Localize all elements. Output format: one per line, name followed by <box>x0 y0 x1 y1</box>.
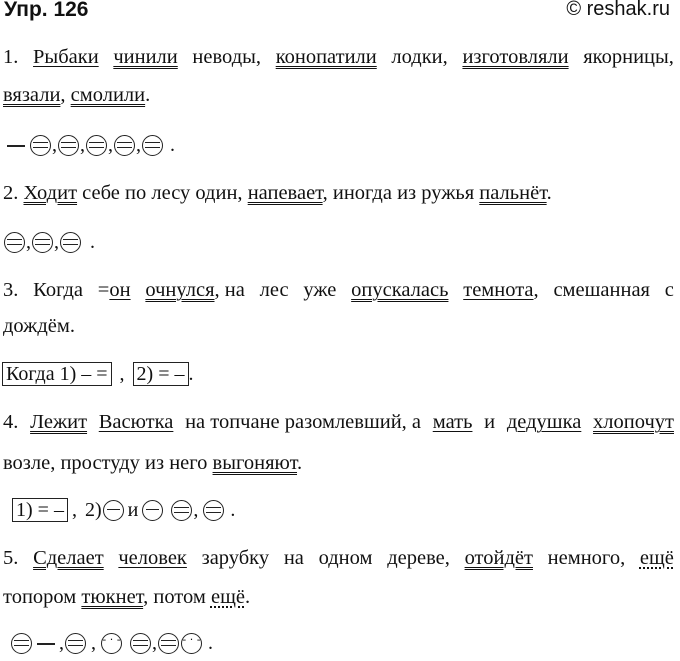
clause-box-1: 1) = – <box>12 498 68 522</box>
s3-number: 3. <box>3 279 19 301</box>
s3-text: , на <box>214 279 245 301</box>
s5-word: зарубку <box>201 547 270 569</box>
s5-adverbial: ещё <box>639 547 674 569</box>
period: . <box>90 231 95 253</box>
s3-word: Когда <box>33 279 83 301</box>
s5-predicate-2: отойдёт <box>464 547 533 569</box>
s1-predicate-5: смолили <box>70 84 146 106</box>
s3-word: с <box>664 279 674 301</box>
double-underline-circle-icon <box>58 135 79 156</box>
comma: , <box>119 362 125 385</box>
s5-predicate-3: тюкнет <box>81 586 144 608</box>
s3-subject-2: темнота <box>463 279 534 301</box>
s4-subject-2: мать <box>432 411 473 433</box>
clause-number: 2) <box>84 498 102 521</box>
double-underline-circle-icon <box>171 500 192 521</box>
exercise-title: Упр. 126 <box>4 0 89 21</box>
site-credit: © reshak.ru <box>566 0 670 20</box>
double-underline-circle-icon <box>30 135 51 156</box>
s1-word: неводы, <box>192 46 262 68</box>
s1-predicate-1: чинили <box>113 46 178 68</box>
schema-4: 1) = – , 2) и , . <box>12 498 235 522</box>
double-underline-circle-icon <box>60 232 81 253</box>
comma: , <box>60 84 66 106</box>
double-underline-circle-icon <box>65 633 86 654</box>
s1-word: лодки, <box>391 46 448 68</box>
s4-text: на топчане разомлевший, а <box>185 411 422 433</box>
period: . <box>546 182 552 204</box>
period: . <box>244 586 251 608</box>
clause-box-1: Когда 1) – = <box>2 362 112 386</box>
sentence-1-line-2 <box>3 84 674 107</box>
s1-predicate-3: изготовляли <box>462 46 569 68</box>
s1-word: якорницы, <box>583 46 674 68</box>
s4-subject-1: Васютка <box>98 411 174 433</box>
sentence-1-line-1 <box>3 46 674 69</box>
s3-word: лес <box>259 279 289 301</box>
s3-subject-group-2 <box>463 279 538 302</box>
schema-1: , , , , . <box>3 134 175 157</box>
double-underline-circle-icon <box>114 135 135 156</box>
double-underline-circle-icon <box>4 232 25 253</box>
s5-word: на <box>283 547 304 569</box>
s5-predicate-1: Сделает <box>33 547 104 569</box>
sentence-4-line-2 <box>3 452 674 475</box>
equals-sign: = <box>97 279 110 301</box>
s1-predicate-4: вязали <box>3 84 61 106</box>
s2-predicate-1: Ходит <box>23 182 78 204</box>
s5-text: топором <box>3 586 77 608</box>
double-underline-circle-icon <box>203 500 224 521</box>
single-underline-circle-icon <box>103 500 124 521</box>
s5-subject: человек <box>118 547 187 569</box>
clause-box-2: 2) = – <box>133 362 189 386</box>
long-dash-icon <box>37 643 55 645</box>
s1-predicate-2: конопатили <box>275 46 377 68</box>
period: . <box>297 452 303 474</box>
period: . <box>230 498 236 521</box>
s3-predicate-2: опускалась <box>351 279 449 301</box>
schema-2: , , . <box>3 231 95 254</box>
double-underline-circle-icon <box>130 633 151 654</box>
s1-number: 1. <box>3 46 19 68</box>
double-underline-circle-icon <box>142 135 163 156</box>
s5-word: дереве, <box>387 547 450 569</box>
sentence-4-line-1 <box>3 411 674 434</box>
schema-3 <box>2 362 194 386</box>
s3-word: смешанная <box>553 279 650 301</box>
conjunction: и <box>127 498 139 521</box>
double-underline-circle-icon <box>11 633 32 654</box>
period: . <box>208 632 213 654</box>
dash-dot-underline-circle-icon <box>101 633 122 654</box>
long-dash-icon <box>7 145 25 147</box>
single-underline-circle-icon <box>142 500 163 521</box>
s4-predicate-1: Лежит <box>30 411 88 433</box>
period: . <box>170 134 175 156</box>
s4-subject-3: дедушка <box>506 411 582 433</box>
s2-predicate-3: пальнёт <box>479 182 547 204</box>
s3-predicate-1: очнулся <box>145 279 215 301</box>
s5-text: , потом <box>143 586 206 608</box>
dash-dot-underline-circle-icon <box>181 633 202 654</box>
s3-subject: он <box>109 279 131 301</box>
s4-predicate-3: выгоняют <box>212 452 298 474</box>
s5-word: одном <box>318 547 373 569</box>
s5-adverbial: ещё <box>210 586 245 608</box>
s5-word: немного, <box>547 547 626 569</box>
s3-predicate-group <box>145 279 244 302</box>
s5-number: 5. <box>3 547 19 569</box>
sentence-3-line-1 <box>3 279 674 302</box>
s1-subject: Рыбаки <box>33 46 99 68</box>
comma: , <box>533 279 539 301</box>
sentence-5-line-2 <box>3 586 674 609</box>
s2-text: , иногда из ружья <box>322 182 475 204</box>
sentence-5-line-1 <box>3 547 674 570</box>
s4-predicate-2: хлопочут <box>593 411 674 433</box>
schema-5: , , - · - , - · - . <box>10 632 213 655</box>
sentence-2 <box>3 182 674 205</box>
s2-text: себе по лесу один, <box>82 182 243 204</box>
s4-text: возле, простуду из него <box>3 452 208 474</box>
s2-predicate-2: напевает <box>247 182 323 204</box>
double-underline-circle-icon <box>86 135 107 156</box>
s4-text: и <box>484 411 496 433</box>
s4-number: 4. <box>3 411 19 433</box>
s3-word: уже <box>303 279 337 301</box>
period: . <box>188 362 194 385</box>
comma: , <box>71 498 77 521</box>
period: . <box>145 84 151 106</box>
double-underline-circle-icon <box>32 232 53 253</box>
s3-subject-group <box>98 279 131 302</box>
sentence-3-line-2: дождём. <box>3 315 75 337</box>
s2-number: 2. <box>3 182 19 204</box>
double-underline-circle-icon <box>158 633 179 654</box>
